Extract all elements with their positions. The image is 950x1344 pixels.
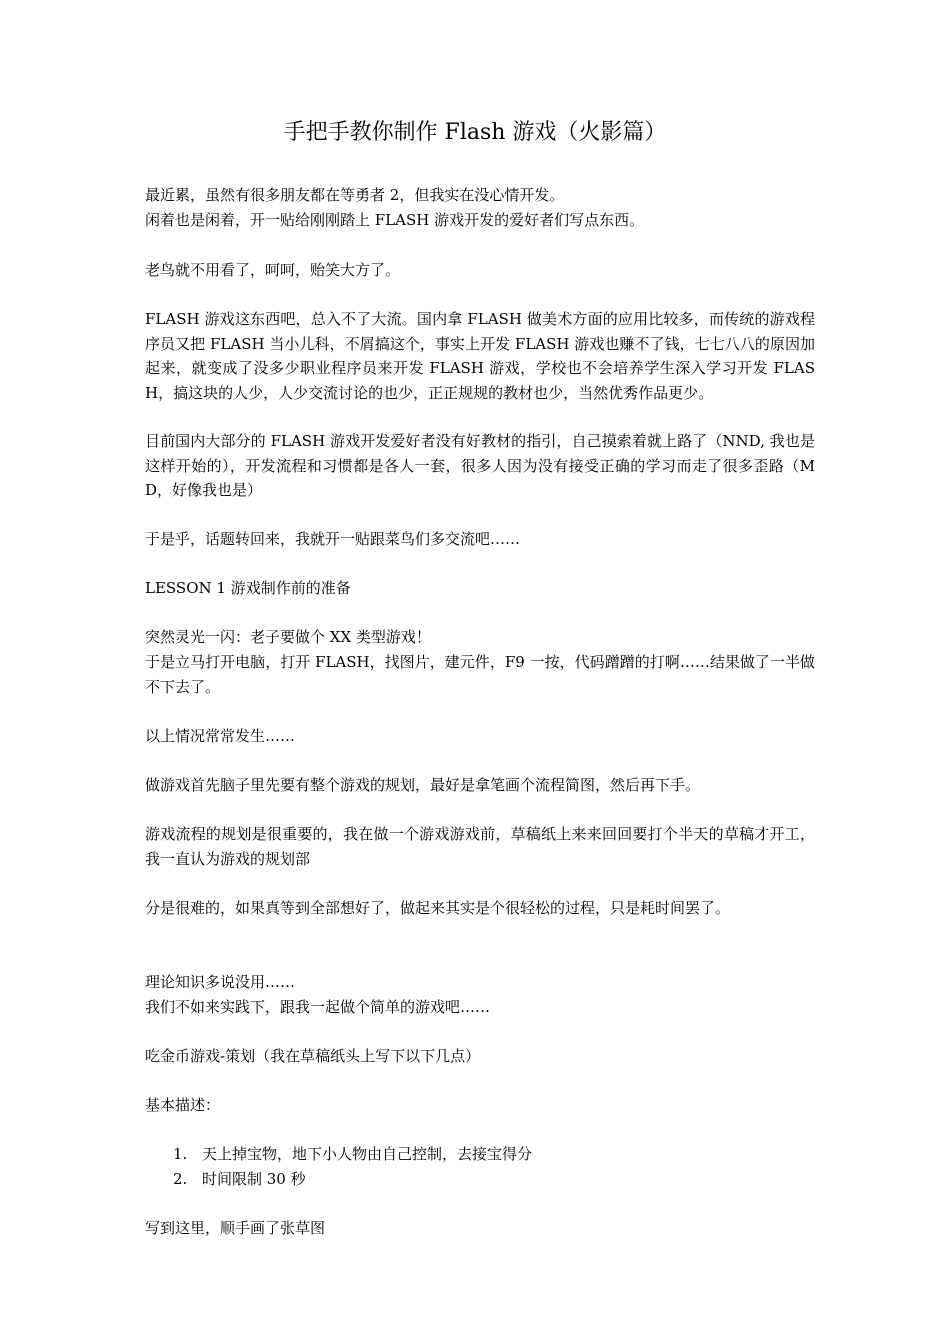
paragraph-planning-hard: 分是很难的，如果真等到全部想好了，做起来其实是个很轻松的过程，只是耗时间罢了。 [145, 899, 731, 917]
paragraph-theory: 理论知识多说没用…… [145, 973, 296, 991]
list-item-number: 1. [173, 1145, 188, 1163]
paragraph-planning-first: 做游戏首先脑子里先要有整个游戏的规划，最好是拿笔画个流程简图，然后再下手。 [145, 776, 701, 794]
list-item [145, 1142, 815, 1167]
paragraph-flash-status: FLASH 游戏这东西吧，总入不了大流。国内拿 FLASH 做美术方面的应用比较多，而传统的游戏程序员又把 FLASH 当小儿科，不屑搞这个，事实上开发 FLASH 游戏也赚不了钱，七七八八的原因加起来，就变成了没多少职业程序员来开发 FLASH 游戏，学校也不会培养学生深入学习开发 FLASH，搞这块的人少，人少交流讨论的也少，正正规规的教材也少，当然优秀作品更少。 [145, 310, 815, 402]
paragraph-common-case: 以上情况常常发生…… [145, 727, 296, 745]
paragraph-inspiration: 突然灵光一闪：老子要做个 XX 类型游戏！ [145, 628, 431, 646]
lesson-heading: LESSON 1 游戏制作前的准备 [145, 579, 351, 597]
paragraph-intro-2: 闲着也是闲着，开一贴给刚刚踏上 FLASH 游戏开发的爱好者们写点东西。 [145, 211, 645, 229]
paragraph-rush-coding: 于是立马打开电脑，打开 FLASH，找图片，建元件，F9 一按，代码蹭蹭的打啊……结果做了一半做不下去了。 [145, 653, 815, 696]
list-item-number: 2. [173, 1169, 188, 1188]
paragraph-intro-1: 最近累，虽然有很多朋友都在等勇者 2，但我实在没心情开发。 [145, 186, 565, 204]
paragraph-basic-description: 基本描述： [145, 1096, 221, 1114]
paragraph-game-plan: 吃金币游戏-策划（我在草稿纸头上写下以下几点） [145, 1047, 481, 1065]
paragraph-practice: 我们不如来实践下，跟我一起做个简单的游戏吧…… [145, 998, 491, 1016]
list-item [145, 1167, 815, 1192]
paragraph-topic-turn: 于是乎，话题转回来，我就开一贴跟菜鸟们多交流吧…… [145, 530, 521, 548]
feature-list [145, 1142, 815, 1191]
list-item-text: 时间限制 30 秒 [202, 1169, 306, 1188]
paragraph-sketch: 写到这里，顺手画了张草图 [145, 1219, 326, 1237]
paragraph-veterans: 老鸟就不用看了，呵呵，贻笑大方了。 [145, 261, 401, 279]
document-title: 手把手教你制作 Flash 游戏（火影篇） [283, 120, 667, 145]
list-item-text: 天上掉宝物，地下小人物由自己控制，去接宝得分 [202, 1145, 533, 1163]
paragraph-planning-importance: 游戏流程的规划是很重要的，我在做一个游戏游戏前，草稿纸上来来回回要打个半天的草稿才开工，我一直认为游戏的规划部 [145, 825, 815, 868]
paragraph-domestic-developers: 目前国内大部分的 FLASH 游戏开发爱好者没有好教材的指引，自己摸索着就上路了（NND, 我也是这样开始的），开发流程和习惯都是各人一套，很多人因为没有接受正确的学习而走了很多歪路（MD，好像我也是） [145, 432, 815, 499]
